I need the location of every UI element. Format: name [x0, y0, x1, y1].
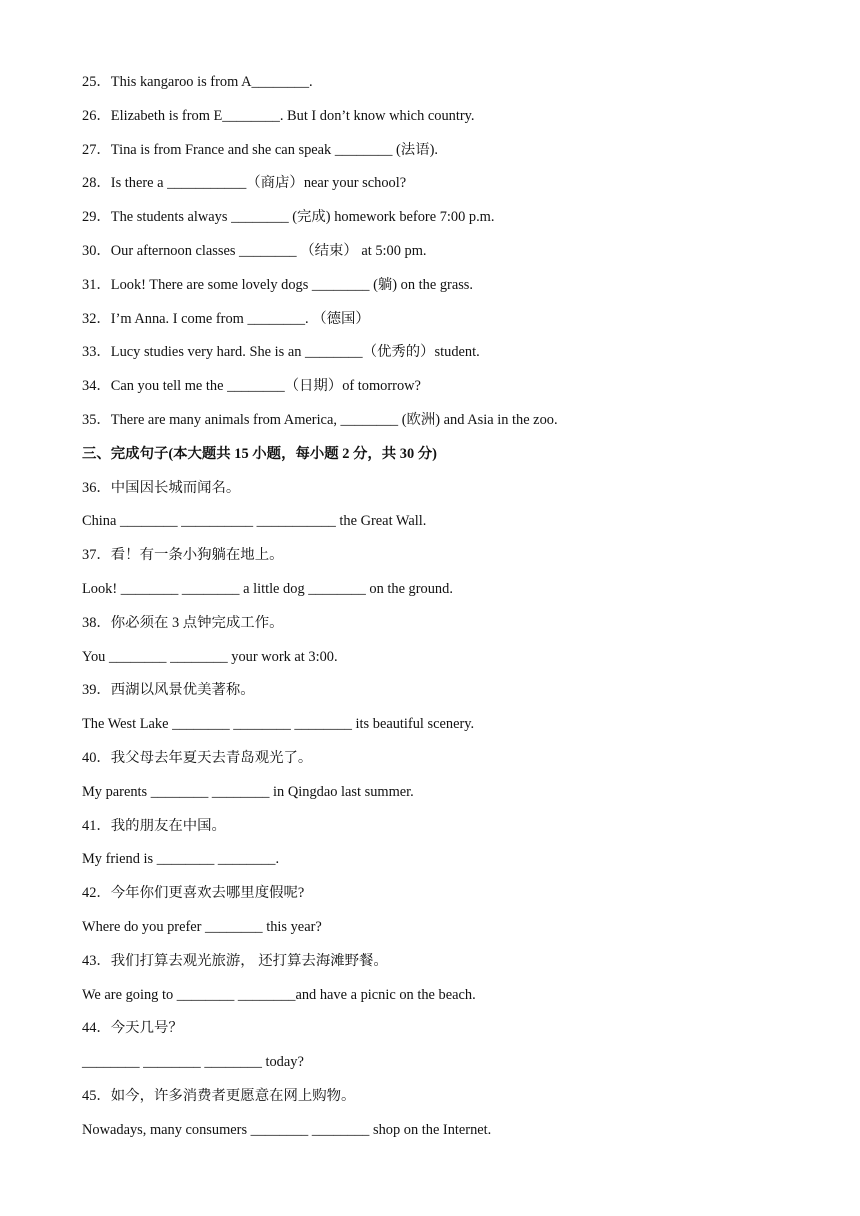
- worksheet-page: [82, 70, 822, 1152]
- question-33: 33．Lucy studies very hard. She is an ________（优秀的）student.: [82, 344, 480, 361]
- question-45-prompt: 45．如今，许多消费者更愿意在网上购物。: [82, 1087, 356, 1104]
- question-38-prompt: 38．你必须在 3 点钟完成工作。: [82, 614, 284, 631]
- question-42-prompt: 42．今年你们更喜欢去哪里度假呢?: [82, 885, 305, 902]
- question-26: 26．Elizabeth is from E________. But I don’t know which country.: [82, 107, 475, 124]
- question-44-prompt: 44．今天几号？: [82, 1020, 183, 1037]
- question-25: 25．This kangaroo is from A________.: [82, 74, 313, 90]
- question-43-prompt: 43．我们打算去观光旅游， 还打算去海滩野餐。: [82, 952, 388, 969]
- question-37-answer: Look! ________ ________ a little dog ________ on the ground.: [82, 580, 453, 597]
- question-40-prompt: 40．我父母去年夏天去青岛观光了。: [82, 749, 313, 766]
- question-39-answer: The West Lake ________ ________ ________ its beautiful scenery.: [82, 716, 475, 733]
- question-42-answer: Where do you prefer ________ this year?: [82, 918, 322, 935]
- question-40-answer: My parents ________ ________ in Qingdao last summer.: [82, 783, 414, 800]
- question-41-prompt: 41．我的朋友在中国。: [82, 817, 226, 834]
- question-43-answer: We are going to ________ ________and have a picnic on the beach.: [82, 986, 476, 1003]
- question-38-answer: You ________ ________ your work at 3:00.: [82, 648, 338, 665]
- question-37-prompt: 37．看！有一条小狗躺在地上。: [82, 547, 284, 564]
- question-27: 27．Tina is from France and she can speak ________ (法语).: [82, 141, 438, 158]
- question-31: 31．Look! There are some lovely dogs ________ (躺) on the grass.: [82, 276, 473, 293]
- question-35: 35．There are many animals from America, ________ (欧洲) and Asia in the zoo.: [82, 411, 558, 428]
- question-41-answer: My friend is ________ ________.: [82, 851, 280, 868]
- question-34: 34．Can you tell me the ________（日期）of tomorrow?: [82, 378, 421, 395]
- complete-sentence-section: [82, 476, 822, 1152]
- question-29: 29．The students always ________ (完成) homework before 7:00 p.m.: [82, 209, 495, 226]
- question-36-answer: China ________ __________ ___________ the Great Wall.: [82, 513, 427, 530]
- section-heading: 三、完成句子(本大题共 15 小题，每小题 2 分，共 30 分): [82, 445, 437, 462]
- question-28: 28．Is there a ___________（商店）near your school?: [82, 175, 407, 192]
- question-36-prompt: 36．中国因长城而闻名。: [82, 479, 241, 496]
- question-45-answer: Nowadays, many consumers ________ ________ shop on the Internet.: [82, 1121, 492, 1138]
- question-30: 30．Our afternoon classes ________ （结束） at 5:00 pm.: [82, 242, 427, 259]
- question-32: 32．I’m Anna. I come from ________. （德国）: [82, 310, 370, 327]
- question-39-prompt: 39．西湖以风景优美著称。: [82, 682, 255, 699]
- fill-in-section: [82, 70, 822, 442]
- question-44-answer: ________ ________ ________ today?: [82, 1054, 304, 1071]
